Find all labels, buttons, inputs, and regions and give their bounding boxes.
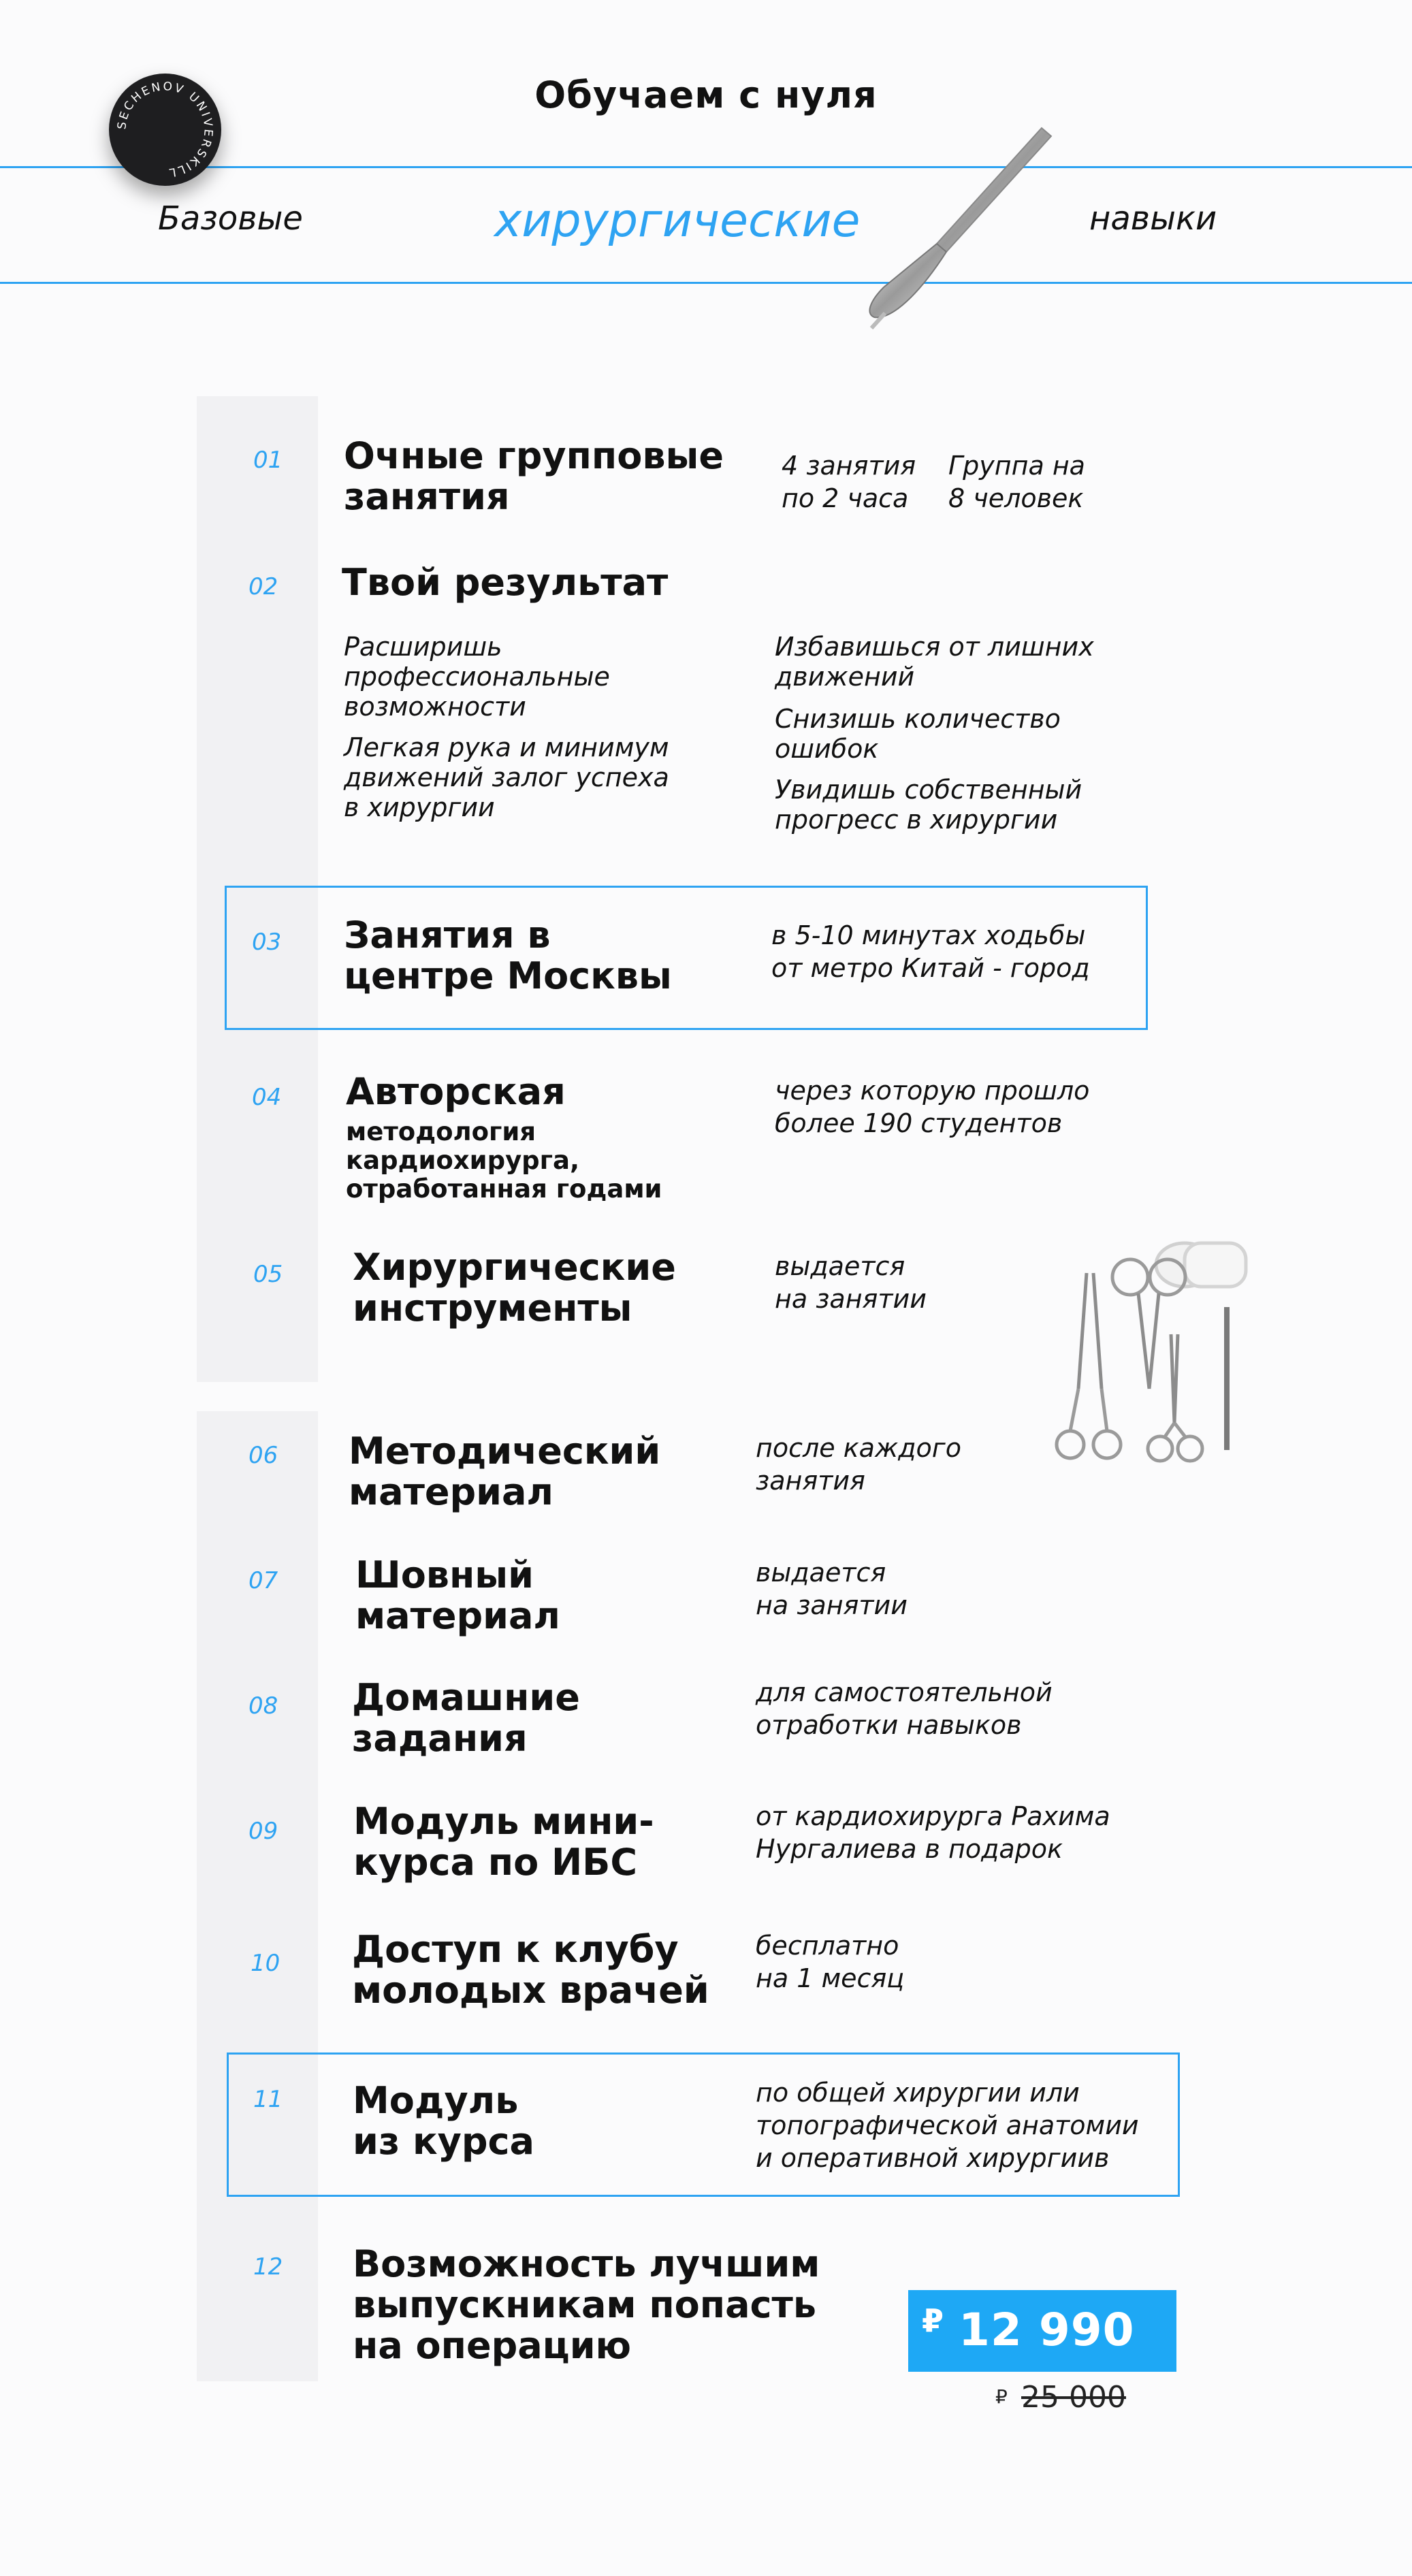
item-desc: Группа на 8 человек xyxy=(948,451,1085,513)
item-desc: 4 занятия по 2 часа xyxy=(782,451,916,513)
item-desc: выдается на занятии xyxy=(775,1251,927,1314)
item-title: Доступ к клубу молодых врачей xyxy=(352,1928,709,2012)
item-title: Модуль мини- курса по ИБС xyxy=(353,1800,654,1884)
item-title: Хирургические инструменты xyxy=(353,1246,676,1330)
item-number: 01 xyxy=(253,447,283,474)
item-title: Твой результат xyxy=(342,561,669,604)
page-title: Обучаем с нуля xyxy=(534,74,878,116)
item-number: 04 xyxy=(252,1084,282,1111)
old-price-currency: ₽ xyxy=(995,2385,1008,2408)
item-number: 10 xyxy=(251,1950,280,1977)
item-title: Авторская xyxy=(346,1070,566,1113)
university-badge-logo xyxy=(109,74,221,186)
item-title: Шовный материал xyxy=(355,1553,560,1637)
numbers-band-bottom xyxy=(197,1411,318,2381)
item-desc: в 5-10 минутах ходьбы от метро Китай - город xyxy=(771,920,1090,983)
item-desc: от кардиохирурга Рахима Нургалиева в подарок xyxy=(756,1801,1110,1864)
result-item: Увидишь собственный прогресс в хирургии xyxy=(775,775,1082,835)
item-title: Методический материал xyxy=(349,1430,661,1513)
result-item: Легкая рука и минимум движений залог успеха в хирургии xyxy=(344,732,669,822)
svg-text:SECHENOV UNIVERSKILL xyxy=(115,80,215,180)
item-number: 06 xyxy=(248,1442,278,1469)
item-number: 11 xyxy=(253,2086,283,2113)
item-desc: после каждого занятия xyxy=(756,1433,961,1496)
item-number: 08 xyxy=(248,1692,278,1720)
item-number: 03 xyxy=(252,929,282,956)
price-old: 25 000 xyxy=(1021,2380,1126,2415)
item-title: Занятия в центре Москвы xyxy=(344,914,672,997)
subtitle-right: навыки xyxy=(1089,199,1217,238)
item-desc: по общей хирургии или топографической анатомии и оперативной хирургиив xyxy=(756,2078,1139,2173)
item-title: Модуль из курса xyxy=(353,2079,534,2163)
subtitle-accent: хирургические xyxy=(494,194,861,248)
price-button[interactable] xyxy=(908,2290,1176,2372)
item-number: 12 xyxy=(253,2253,283,2281)
item-number: 09 xyxy=(248,1818,278,1845)
item-title: Очные групповые занятия xyxy=(344,434,724,518)
scalpel-icon xyxy=(844,116,1062,334)
badge-ring xyxy=(109,74,221,186)
surgical-instruments-icon xyxy=(1028,1232,1321,1477)
item-desc: бесплатно на 1 месяц xyxy=(756,1931,905,1993)
header-bottom-divider xyxy=(0,282,1412,284)
result-item: Избавишься от лишних движений xyxy=(775,632,1094,692)
result-item: Расширишь профессиональные возможности xyxy=(344,632,610,722)
item-title: Домашние задания xyxy=(352,1676,580,1760)
item-number: 02 xyxy=(248,573,278,600)
item-number: 07 xyxy=(248,1567,278,1594)
ruble-icon: ₽ xyxy=(922,2302,944,2339)
item-subtitle: методология кардиохирурга, отработанная годами xyxy=(346,1117,662,1204)
subtitle-left: Базовые xyxy=(158,199,303,238)
item-title: Возможность лучшим выпускникам попасть на операцию xyxy=(353,2242,820,2367)
price-current: 12 990 xyxy=(959,2304,1135,2356)
item-desc: выдается на занятии xyxy=(756,1558,908,1620)
result-item: Снизишь количество ошибок xyxy=(775,704,1061,764)
item-desc: через которую прошло более 190 студентов xyxy=(775,1076,1090,1138)
badge-text: SECHENOV UNIVERSKILL xyxy=(115,80,215,180)
item-number: 05 xyxy=(253,1261,283,1288)
item-desc: для самостоятельной отработки навыков xyxy=(756,1677,1053,1740)
